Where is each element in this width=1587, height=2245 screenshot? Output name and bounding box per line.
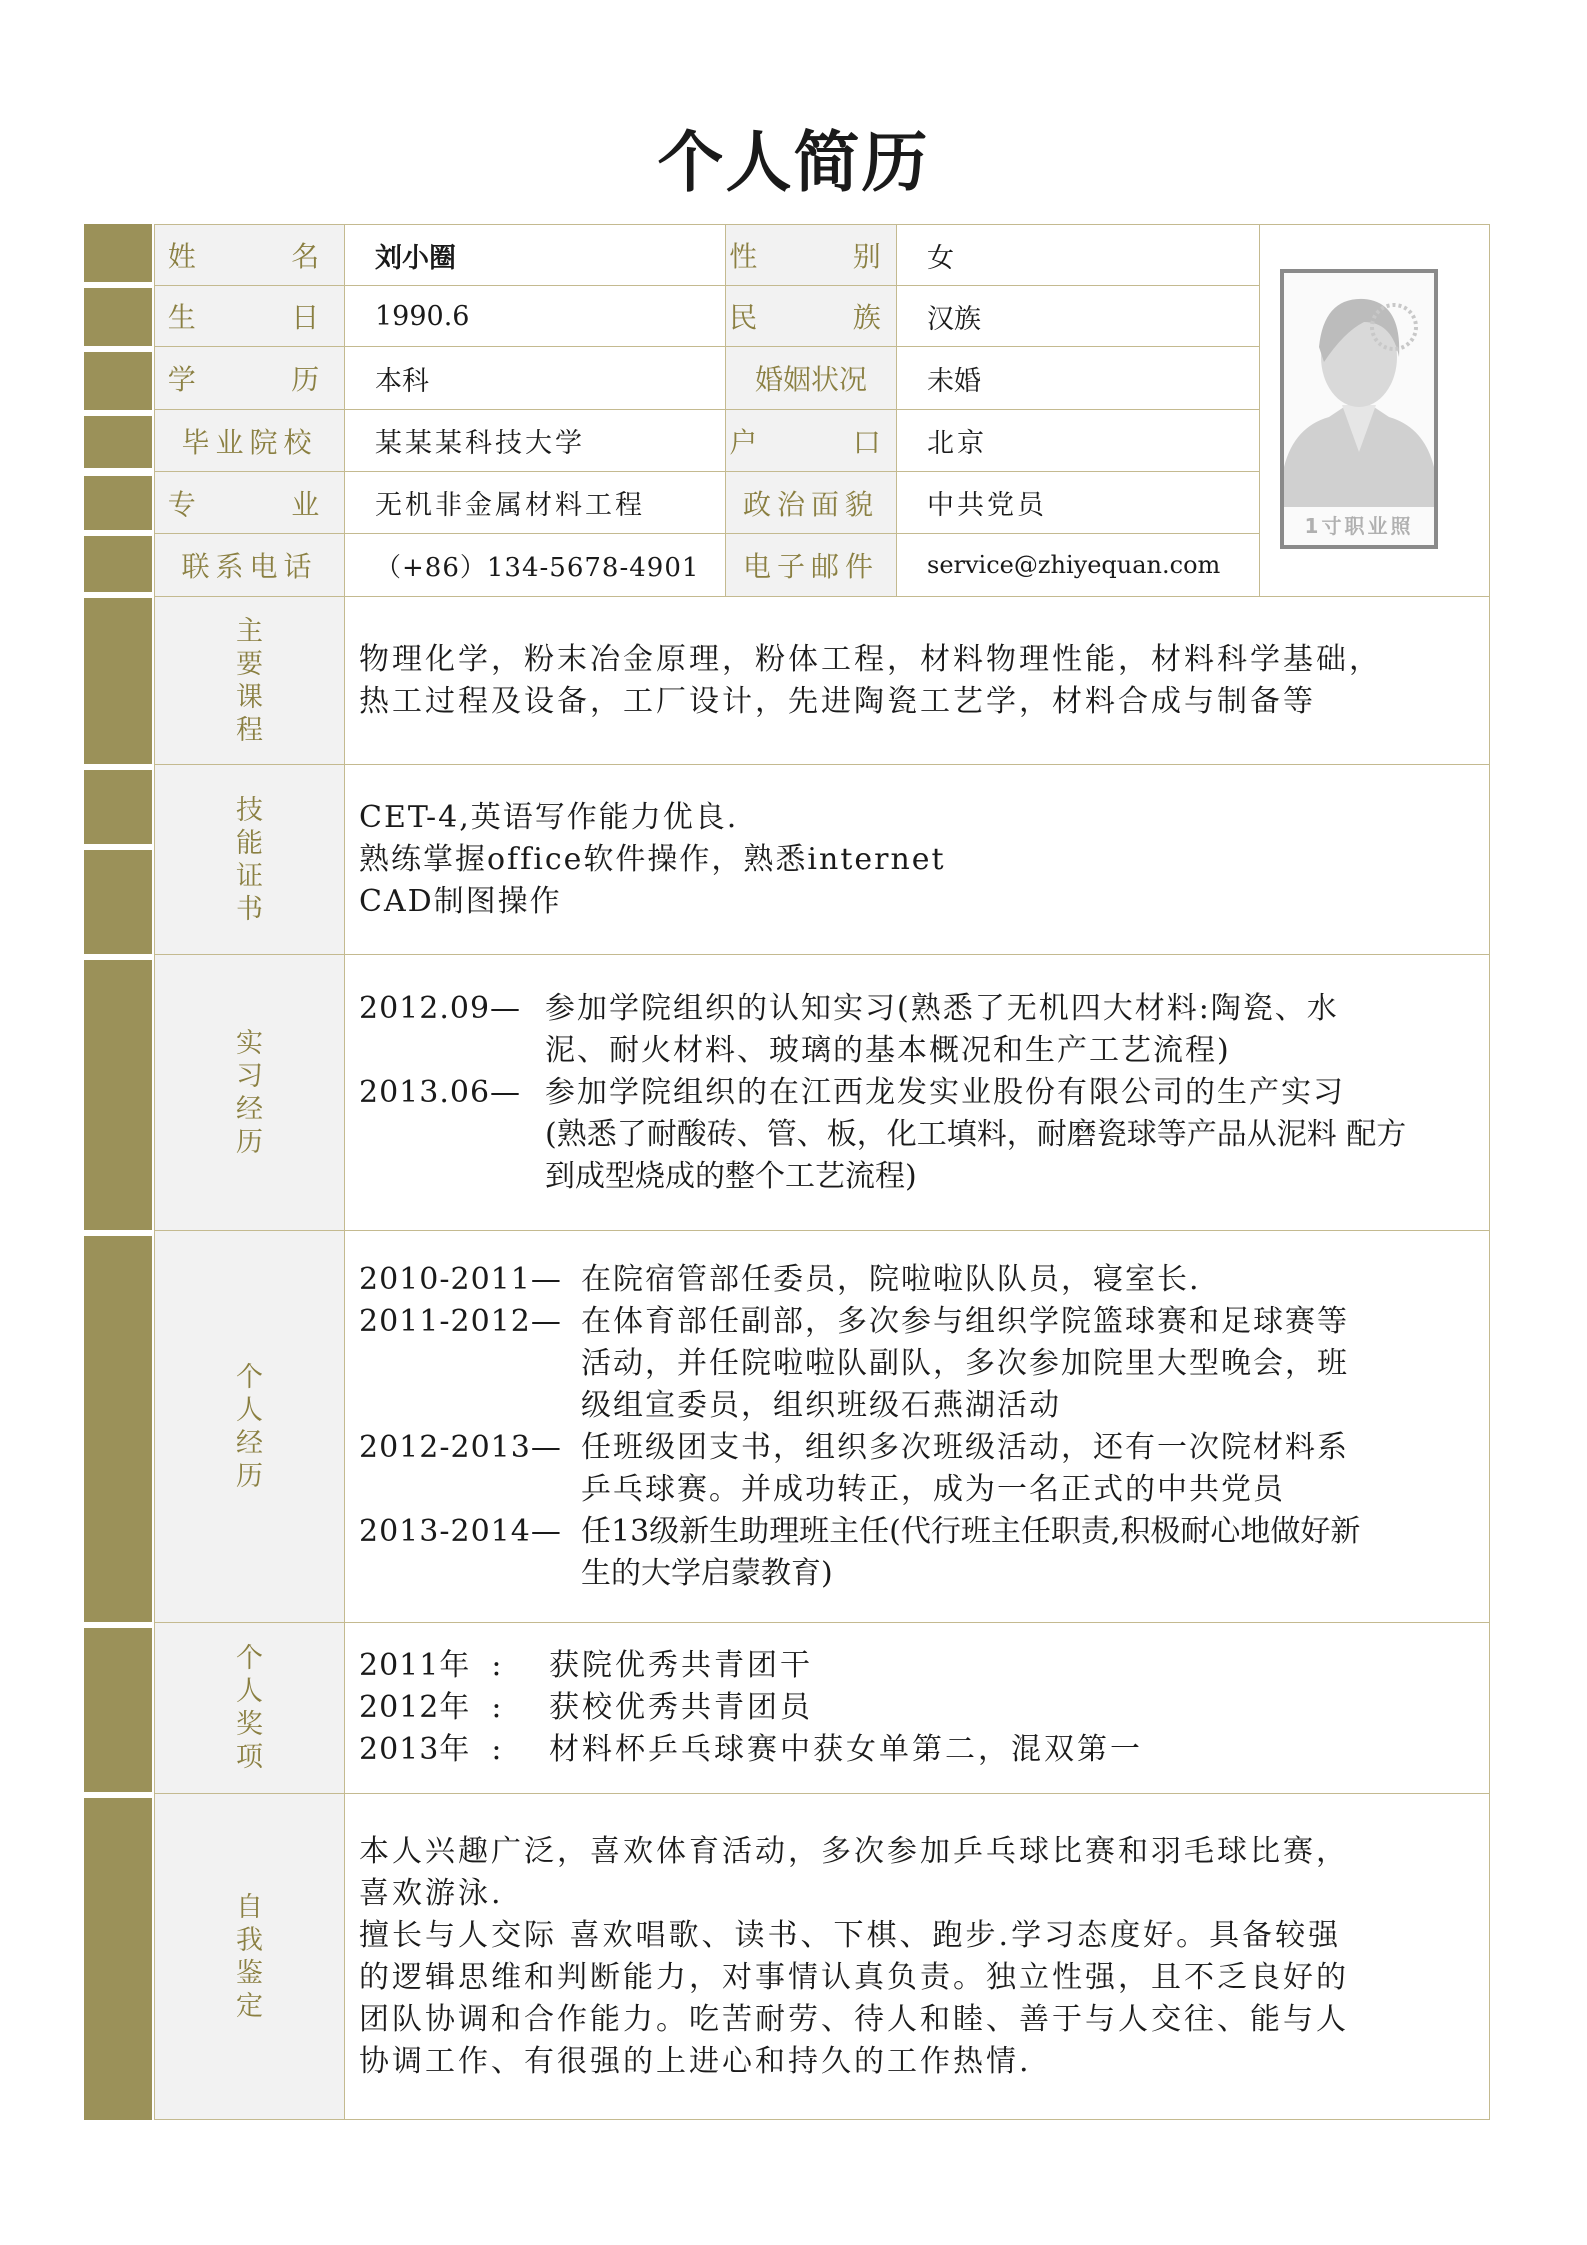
internship-entry: 2012.09— 参加学院组织的认知实习(熟悉了无机四大材料:陶瓷、水 泥、耐火材料、玻璃的基本概况和生产工艺流程) <box>359 990 1339 1068</box>
experience-entry: 2010-2011— 在院宿管部任委员，院啦啦队队员，寝室长. <box>359 1261 1201 1297</box>
person-silhouette-icon <box>1284 277 1434 507</box>
email-value: service@zhiyequan.com <box>896 533 1260 597</box>
accent-bar <box>84 476 152 530</box>
phone-value: （+86）134-5678-4901 <box>344 533 726 597</box>
courses-body <box>344 596 1490 765</box>
ethnicity-label: 民 族 <box>725 285 897 347</box>
education-label: 学 历 <box>154 346 345 410</box>
awards-body <box>344 1622 1490 1794</box>
award-entry: 2013年 : 材料杯乒乓球赛中获女单第二，混双第一 <box>359 1732 1143 1767</box>
skills-line: 熟练掌握office软件操作，熟悉internet <box>359 841 946 877</box>
birth-label: 生 日 <box>154 285 345 347</box>
accent-bar <box>84 224 152 282</box>
accent-bar <box>84 960 152 1230</box>
accent-bar <box>84 850 152 954</box>
award-entry: 2012年 : 获校优秀共青团员 <box>359 1690 813 1725</box>
major-label: 专 业 <box>154 471 345 534</box>
phone-label: 联系电话 <box>154 533 345 597</box>
internship-label: 实 习 经 历 <box>154 954 345 1231</box>
experience-entry: 2012-2013— 任班级团支书，组织多次班级活动，还有一次院材料系 乒乓球赛。并成功转正，成为一名正式的中共党员 <box>359 1429 1349 1507</box>
photo-cell <box>1259 224 1490 597</box>
accent-bar <box>84 288 152 346</box>
accent-bar <box>84 1236 152 1622</box>
experience-entry: 2013-2014— 任13级新生助理班主任(代行班主任职责,积极耐心地做好新 生的大学启蒙教育) <box>359 1513 1361 1591</box>
hukou-label: 户 口 <box>725 409 897 472</box>
experience-label: 个 人 经 历 <box>154 1230 345 1623</box>
page-title: 个人简历 <box>657 124 930 201</box>
gender-label: 性 别 <box>725 224 897 286</box>
marital-label: 婚姻状况 <box>725 346 897 410</box>
name-label: 姓 名 <box>154 224 345 286</box>
marital-value: 未婚 <box>896 346 1260 410</box>
birth-value: 1990.6 <box>344 285 726 347</box>
experience-entry: 2011-2012— 在体育部任副部，多次参与组织学院篮球赛和足球赛等 活动，并任院啦啦队副队，多次参加院里大型晚会，班 级组宣委员，组织班级石燕湖活动 <box>359 1303 1349 1423</box>
political-label: 政治面貌 <box>725 471 897 534</box>
accent-bar <box>84 770 152 844</box>
skills-body <box>344 764 1490 955</box>
photo-caption: 1寸职业照 <box>1304 514 1414 538</box>
school-value: 某某某科技大学 <box>344 409 726 472</box>
accent-bar <box>84 352 152 410</box>
awards-label: 个 人 奖 项 <box>154 1622 345 1794</box>
ethnicity-value: 汉族 <box>896 285 1260 347</box>
accent-bar <box>84 1628 152 1792</box>
internship-body <box>344 954 1490 1231</box>
accent-bar <box>84 416 152 468</box>
accent-bar <box>84 598 152 764</box>
name-value: 刘小圈 <box>344 224 726 286</box>
accent-bar <box>84 536 152 592</box>
political-value: 中共党员 <box>896 471 1260 534</box>
email-label: 电子邮件 <box>725 533 897 597</box>
self-eval-label: 自 我 鉴 定 <box>154 1793 345 2120</box>
accent-bar <box>84 1798 152 2120</box>
skills-line: CET-4,英语写作能力优良. <box>359 799 739 835</box>
award-entry: 2011年 : 获院优秀共青团干 <box>359 1648 813 1683</box>
education-value: 本科 <box>344 346 726 410</box>
major-value: 无机非金属材料工程 <box>344 471 726 534</box>
self-eval-body: 本人兴趣广泛，喜欢体育活动，多次参加乒乓球比赛和羽毛球比赛， 喜欢游泳. 擅长与人交际 喜欢唱歌、读书、下棋、跑步.学习态度好。具备较强 的逻辑思维和判断能力，对事情认真负责。独立性强，且不乏良好的 团队协调和合作能力。吃苦耐劳、待人和睦、善于与人交往、能与人 协调工作、有很强的上进心和持久的工作热情. <box>344 1793 1490 2120</box>
courses-line: 热工过程及设备，工厂设计，先进陶瓷工艺学，材料合成与制备等 <box>359 683 1316 719</box>
school-label: 毕业院校 <box>154 409 345 472</box>
skills-label: 技 能 证 书 <box>154 764 345 955</box>
photo-frame <box>1280 269 1438 549</box>
gender-value: 女 <box>896 224 1260 286</box>
internship-entry: 2013.06— 参加学院组织的在江西龙发实业股份有限公司的生产实习 (熟悉了耐酸砖、管、板，化工填料，耐磨瓷球等产品从泥料 配方 到成型烧成的整个工艺流程) <box>359 1074 1407 1194</box>
experience-body <box>344 1230 1490 1623</box>
courses-label: 主 要 课 程 <box>154 596 345 765</box>
courses-line: 物理化学，粉末冶金原理，粉体工程，材料物理性能，材料科学基础， <box>359 641 1382 677</box>
hukou-value: 北京 <box>896 409 1260 472</box>
skills-line: CAD制图操作 <box>359 883 562 919</box>
